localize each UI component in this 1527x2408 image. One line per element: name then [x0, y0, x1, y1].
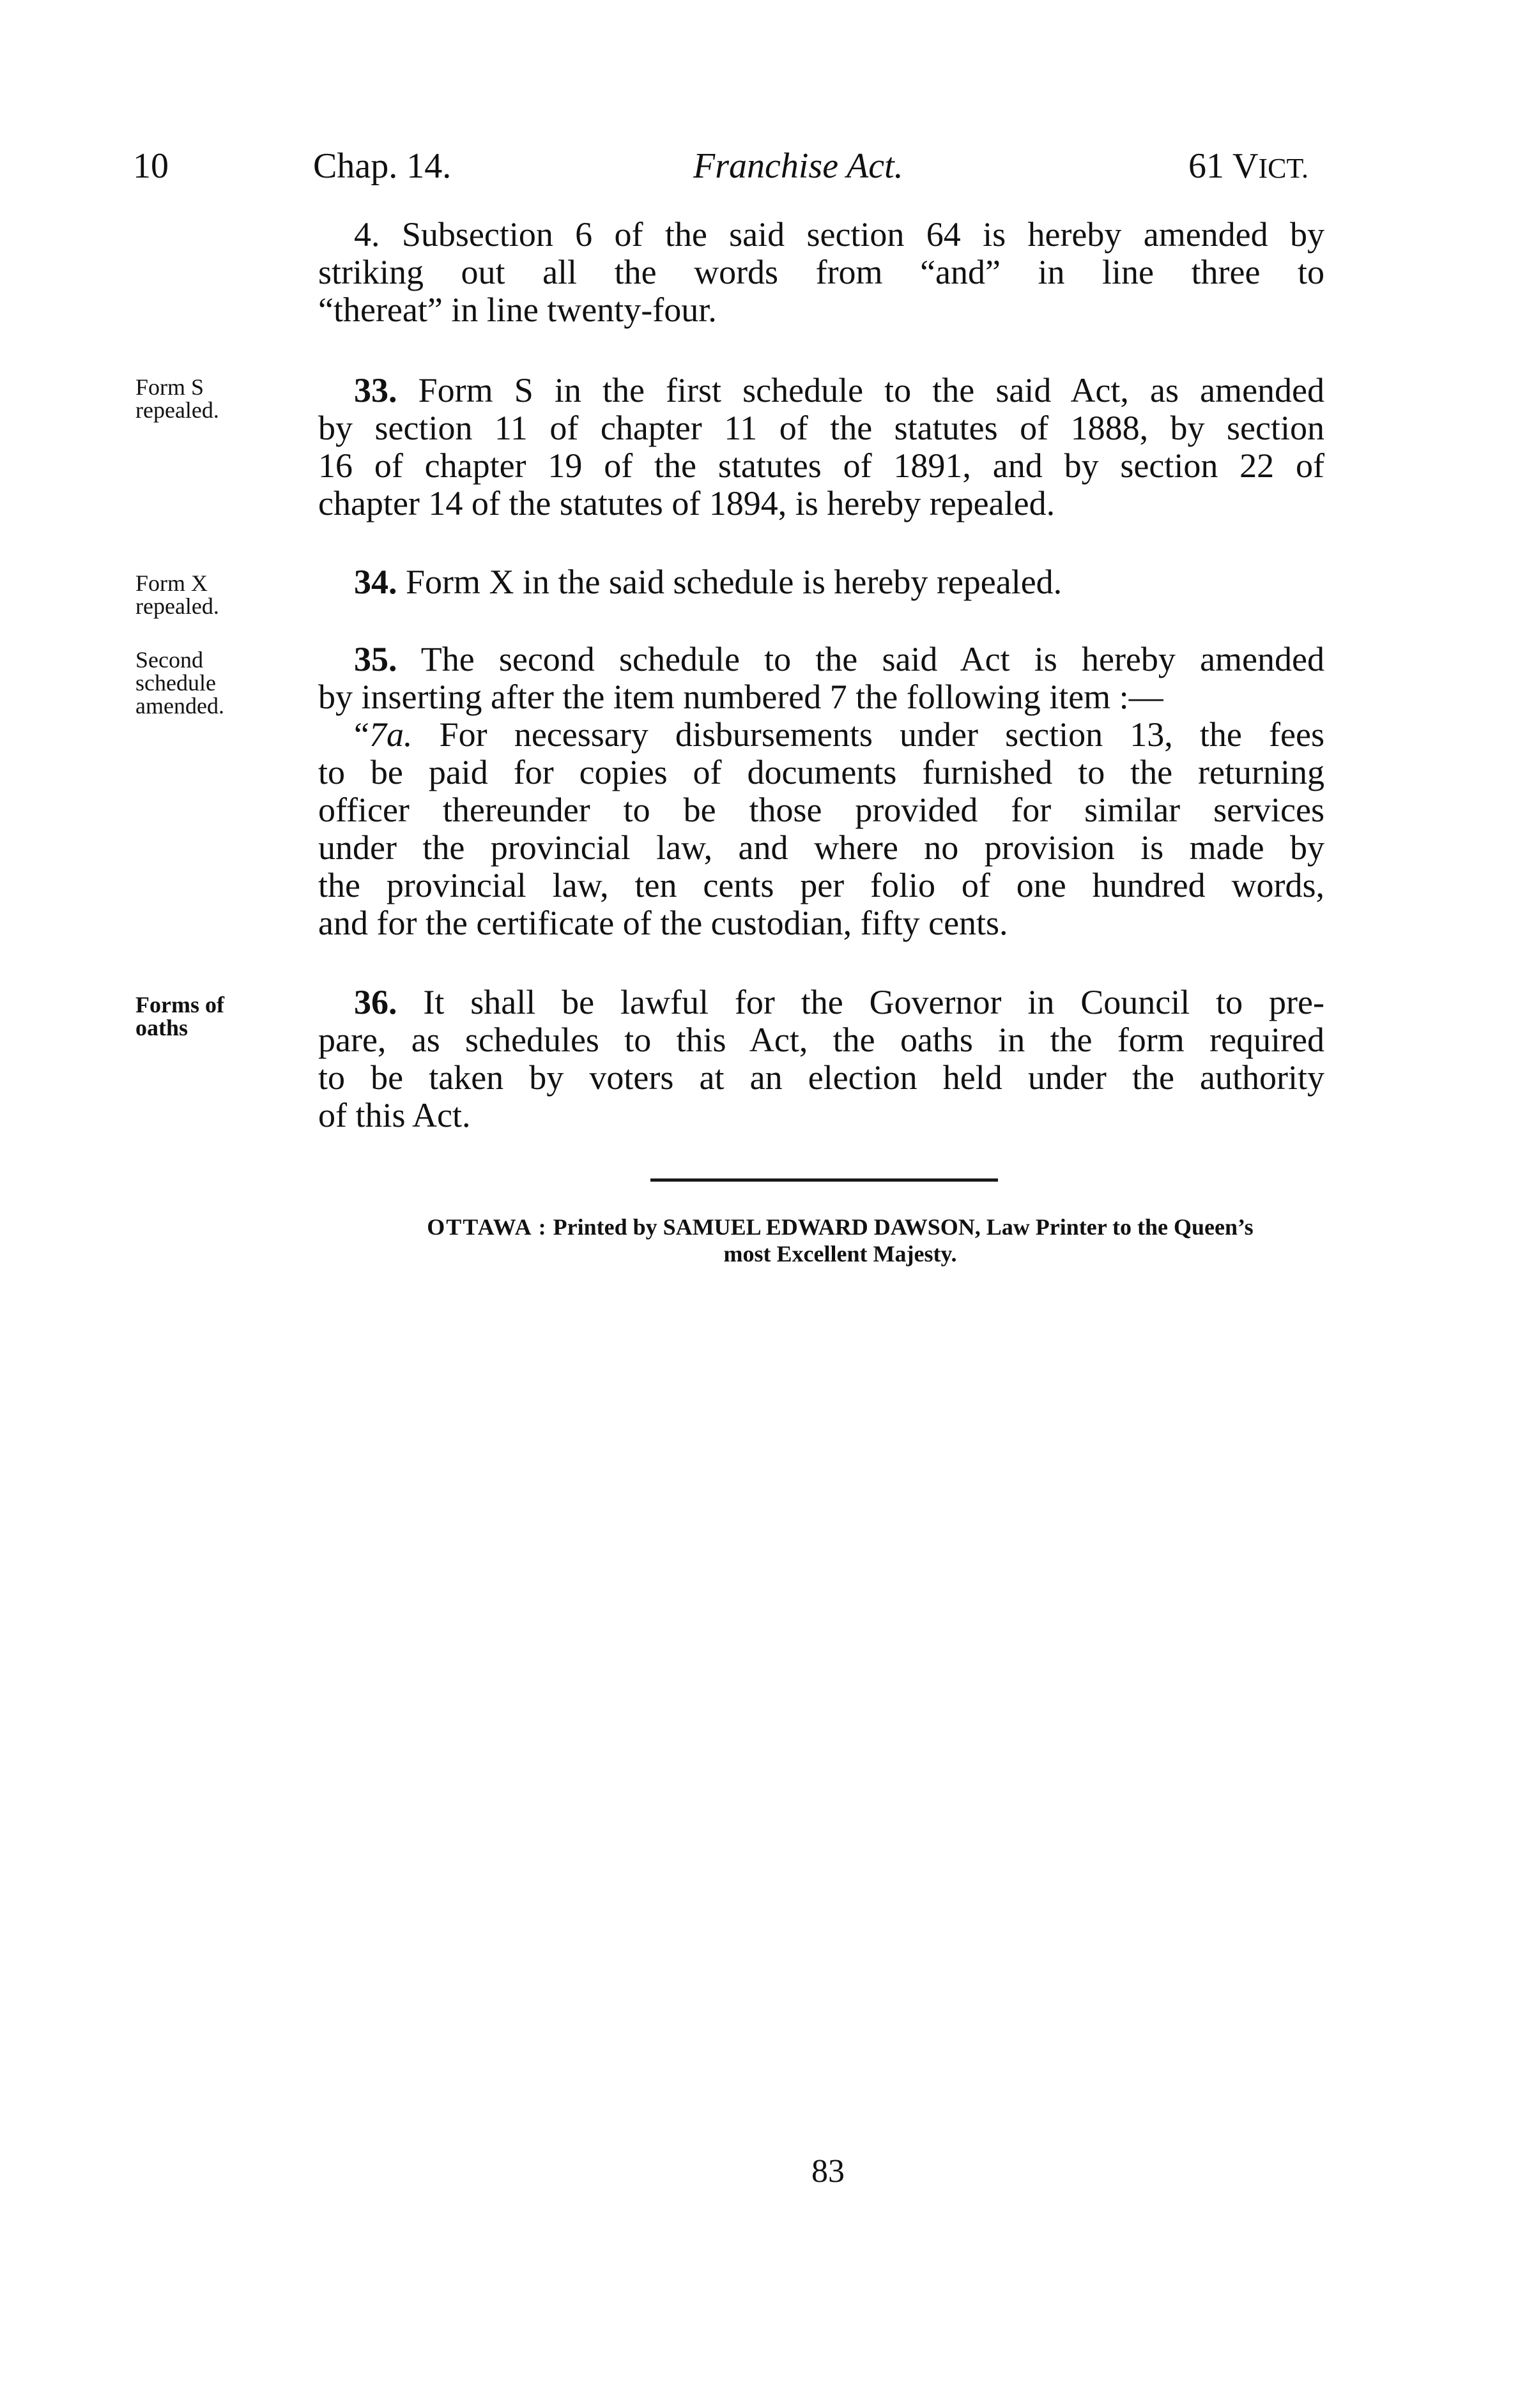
paragraph-number: 4.	[354, 215, 380, 254]
paragraph-text: It shall be lawful for the Governor in Council to pre-	[397, 983, 1324, 1021]
marginal-note-line: Forms of	[135, 992, 224, 1017]
paragraph-34	[318, 563, 1324, 601]
header-regnal-year-num: 61 V	[1188, 146, 1259, 186]
paragraph-line: pare, as schedules to this Act, the oaths in the form required	[318, 1021, 1324, 1059]
marginal-note-line: Second	[135, 647, 203, 673]
marginal-note-line: amended.	[135, 693, 224, 719]
imprint-printer: Printed by SAMUEL EDWARD DAWSON, Law Printer to the Queen’s	[547, 1214, 1254, 1240]
imprint-city: OTTAWA :	[427, 1214, 548, 1240]
header-regnal-year-sc: ICT.	[1258, 153, 1309, 184]
horizontal-rule	[650, 1178, 998, 1182]
marginal-note-line: schedule	[135, 670, 216, 696]
marginal-note-form-s	[135, 376, 263, 422]
schedule-item-label: 7a.	[369, 715, 413, 754]
schedule-item-line: and for the certificate of the custodian, fifty cents.	[318, 904, 1008, 942]
schedule-item-line: to be paid for copies of documents furnished to the returning	[318, 753, 1324, 791]
paragraph-36	[318, 984, 1324, 1134]
section-number: 35.	[354, 640, 397, 678]
paragraph-35	[318, 641, 1324, 942]
schedule-item-line	[318, 716, 1324, 754]
paragraph-line: chapter 14 of the statutes of 1894, is hereby repealed.	[318, 484, 1055, 522]
marginal-note-line: oaths	[135, 1015, 188, 1040]
paragraph-line	[318, 984, 1324, 1021]
schedule-item-line: the provincial law, ten cents per folio of one hundred words,	[318, 866, 1324, 904]
paragraph-line: to be taken by voters at an election held under the authority	[318, 1058, 1324, 1097]
paragraph-line	[318, 641, 1324, 678]
header-regnal-year	[1188, 146, 1308, 189]
paragraph-text: Subsection 6 of the said section 64 is hereby amended by	[380, 215, 1324, 254]
paragraph-line: by section 11 of chapter 11 of the statutes of 1888, by section	[318, 409, 1324, 447]
imprint-line	[345, 1214, 1335, 1240]
imprint-line: most Excellent Majesty.	[723, 1241, 957, 1267]
marginal-note-second-schedule	[135, 648, 263, 717]
marginal-note-line: repealed.	[135, 593, 219, 619]
marginal-note-form-x	[135, 572, 263, 618]
printer-imprint	[345, 1214, 1335, 1267]
schedule-item-quote: “	[354, 715, 369, 754]
marginal-note-line: repealed.	[135, 397, 219, 423]
marginal-note-forms-of-oaths	[135, 993, 263, 1039]
paragraph-text: Form X in the said schedule is hereby repealed.	[397, 563, 1063, 601]
marginal-note-line: Form S	[135, 374, 204, 400]
paragraph-line: by inserting after the item numbered 7 the following item :—	[318, 678, 1163, 716]
schedule-item-line: officer thereunder to be those provided for similar services	[318, 791, 1324, 829]
paragraph-line: 16 of chapter 19 of the statutes of 1891, and by section 22 of	[318, 446, 1324, 485]
marginal-note-line: Form X	[135, 570, 208, 596]
paragraph-text: The second schedule to the said Act is hereby amended	[397, 640, 1324, 678]
paragraph-text: Form S in the first schedule to the said Act, as amended	[397, 371, 1324, 409]
section-number: 34.	[354, 563, 397, 601]
header-chapter: Chap. 14.	[313, 146, 452, 186]
schedule-item-text: For necessary disbursements under section 13, the fees	[412, 715, 1324, 754]
header-page-number: 10	[133, 146, 169, 186]
paragraph-line: of this Act.	[318, 1096, 471, 1134]
paragraph-line: striking out all the words from “and” in line three to	[318, 253, 1324, 291]
paragraph-line: “thereat” in line twenty-four.	[318, 291, 717, 329]
folio-number: 83	[811, 2153, 845, 2190]
paragraph-4	[318, 216, 1324, 329]
paragraph-line	[318, 563, 1324, 601]
paragraph-line	[318, 216, 1324, 254]
header-title: Franchise Act.	[693, 146, 903, 186]
schedule-item-line: under the provincial law, and where no provision is made by	[318, 828, 1324, 867]
paragraph-33	[318, 372, 1324, 522]
paragraph-line	[318, 372, 1324, 409]
section-number: 36.	[354, 983, 397, 1021]
section-number: 33.	[354, 371, 397, 409]
